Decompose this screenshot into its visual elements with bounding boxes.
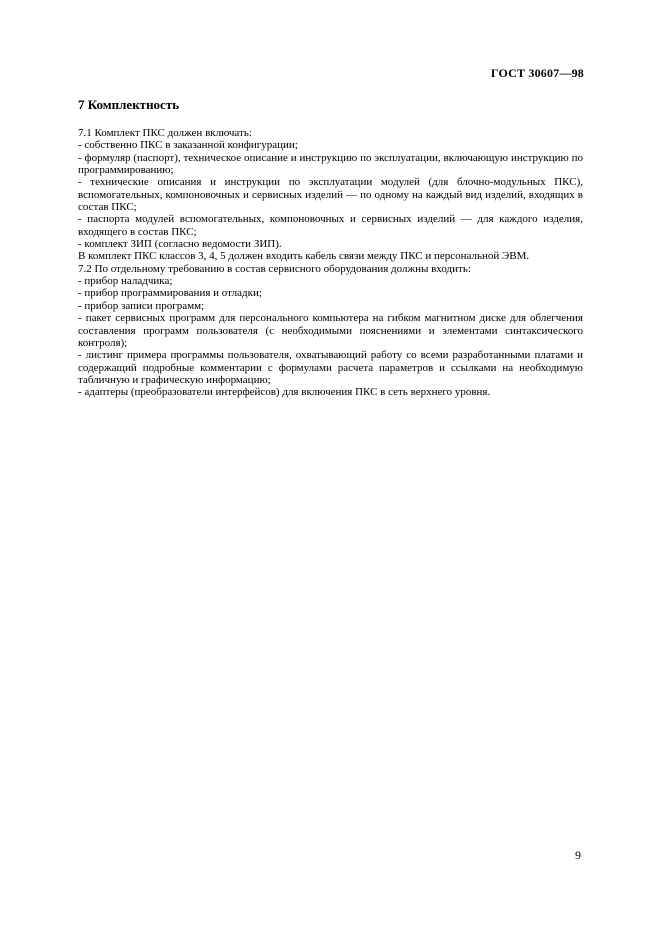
paragraph: В комплект ПКС классов 3, 4, 5 должен входить кабель связи между ПКС и персональной ЭВМ. [78,250,530,263]
list-item: - адаптеры (преобразователи интерфейсов) для включения ПКС в сеть верхнего уровня. [78,386,491,399]
list-item: - формуляр (паспорт), техническое описание и инструкцию по эксплуатации, включающую инструкцию по программированию; [78,151,583,177]
list-item: - пакет сервисных программ для персонального компьютера на гибком магнитном диске для облегчения составления программ пользователя (с необходимыми пояснениями и элементами синтаксического контроля); [78,312,583,349]
paragraph: 7.1 Комплект ПКС должен включать: [78,127,252,139]
list-item: - технические описания и инструкции по эксплуатации модулей (для блочно-модульных ПКС), вспомогательных, компоновочных и сервисных изделий — по одному на каждый вид изделий, входящих в состав ПКС; [78,176,583,214]
section-body [78,127,583,399]
list-item: - прибор записи программ; [78,299,205,312]
paragraph: 7.2 По отдельному требованию в состав сервисного оборудования должны входить: [78,262,471,275]
list-item: - комплект ЗИП (согласно ведомости ЗИП). [78,238,282,251]
list-item: - листинг примера программы пользователя, охватывающий работу со всеми разработанными платами и содержащий подробные комментарии с формулами расчета параметров и ссылками на необходимую табличную и графическую информацию; [78,349,583,386]
list-item: - собственно ПКС в заказанной конфигурации; [78,139,298,152]
list-item: - паспорта модулей вспомогательных, компоновочных и сервисных изделий — для каждого изделия, входящего в состав ПКС; [78,213,583,238]
list-item: - прибор наладчика; [78,275,173,288]
page-number: 9 [575,848,581,862]
section-title: 7 Комплектность [78,97,180,112]
document-code: ГОСТ 30607—98 [490,66,584,80]
list-item: - прибор программирования и отладки; [78,287,262,300]
